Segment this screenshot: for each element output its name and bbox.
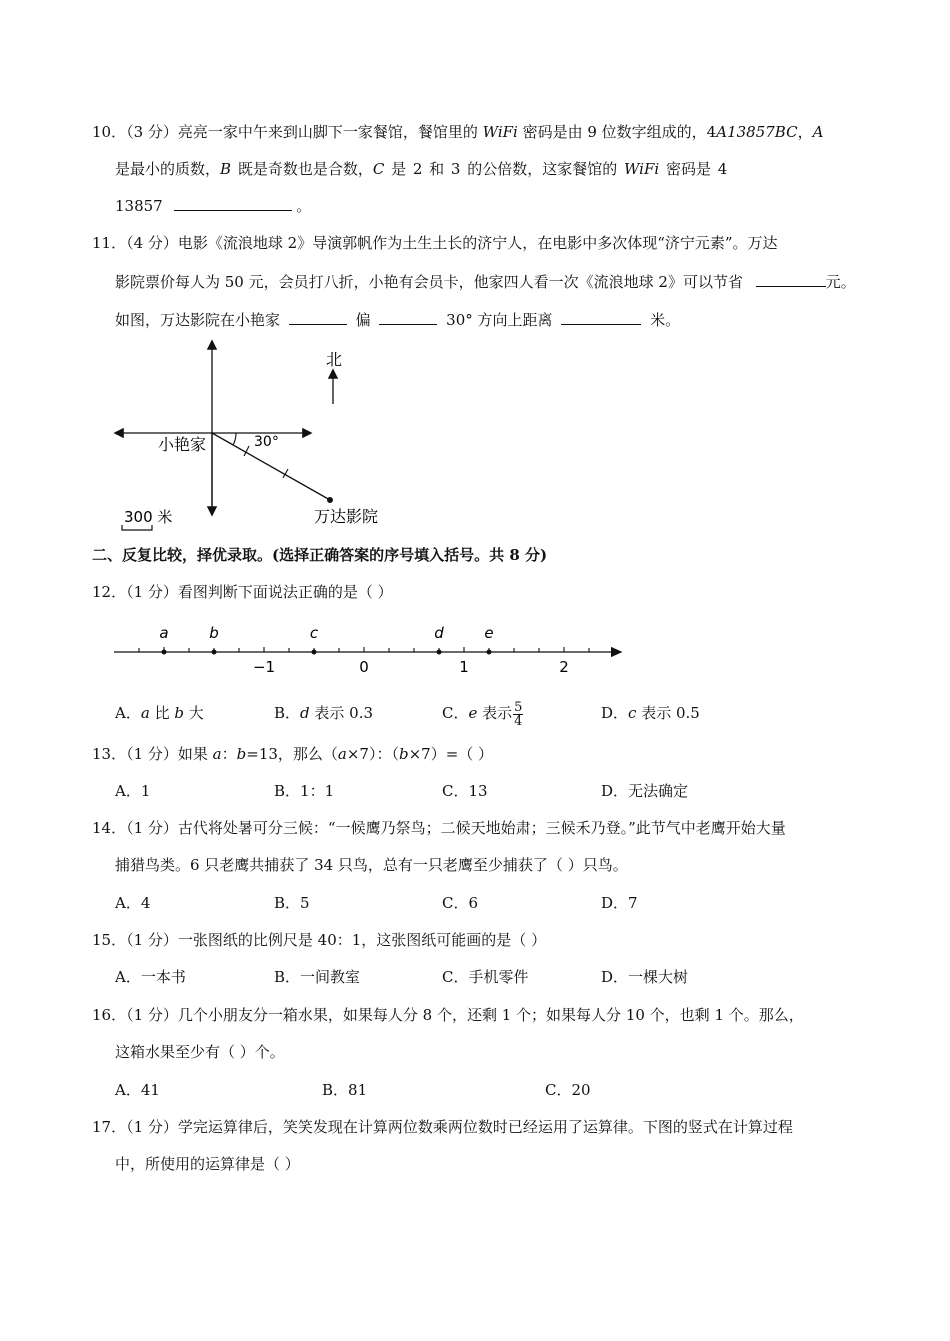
q17-line-2: 中，所使用的运算律是（ ） [115, 1155, 300, 1173]
q13-option-a[interactable]: A．1 [115, 782, 151, 800]
q14-line-1: 14．（1 分）古代将处暑可分三候：“一候鹰乃祭鸟；二候天地始肃；三候禾乃登。”此节气中老鹰开始大量 [92, 819, 786, 837]
q10-line-2 [115, 159, 727, 179]
tick-label: 0 [359, 658, 369, 676]
q12-option-a[interactable] [115, 703, 204, 723]
q10-text: ， [797, 123, 813, 141]
q14-option-d[interactable]: D．7 [601, 894, 638, 912]
tick-label: −1 [252, 658, 276, 676]
option-letter: A． [115, 704, 141, 722]
option-letter: D． [601, 704, 629, 722]
q14-option-b[interactable]: B．5 [274, 894, 310, 912]
scale-label: 300 米 [124, 508, 173, 526]
q10-text: 是 2 和 3 的公倍数，这家餐馆的 [384, 160, 625, 178]
north-label: 北 [326, 350, 343, 369]
point-c [312, 650, 317, 655]
q13-text: ×7）=（ ） [408, 745, 494, 763]
q10-line-3 [115, 196, 311, 216]
point-label: d [434, 624, 444, 642]
q15-option-d[interactable]: D．一棵大树 [601, 968, 689, 986]
q10-text: 密码是 4 [659, 160, 728, 178]
q10-text: 是最小的质数， [115, 160, 221, 178]
q13-text: ×7）：（ [346, 745, 399, 763]
q10-var-a: A [812, 123, 824, 141]
angle-label: 30° [254, 434, 279, 450]
q10-answer-blank[interactable] [174, 196, 292, 211]
var-b: b [236, 745, 247, 763]
cinema-label: 万达影院 [314, 507, 379, 526]
number-line [108, 620, 628, 680]
q10-wifi: WiFi [624, 160, 660, 178]
point-b [212, 650, 217, 655]
q10-var-c: C [372, 160, 385, 178]
q11-text: 偏 [355, 311, 371, 329]
var-e: e [468, 704, 478, 722]
q11-save-blank[interactable] [756, 272, 826, 287]
q11-distance-blank[interactable] [561, 310, 641, 325]
q11-text: 米。 [650, 311, 681, 329]
q10-text: 密码是由 9 位数字组成的，4 [517, 123, 717, 141]
q12-stem: 12．（1 分）看图判断下面说法正确的是（ ） [92, 583, 393, 601]
q10-line-1 [92, 122, 823, 142]
q13-option-c[interactable]: C．13 [442, 782, 488, 800]
q14-option-c[interactable]: C．6 [442, 894, 479, 912]
q13-option-b[interactable]: B．1：1 [274, 782, 335, 800]
cinema-point [327, 497, 333, 503]
option-letter: C． [442, 704, 469, 722]
q17-line-1: 17．（1 分）学完运算律后，笑笑发现在计算两位数乘两位数时已经运用了运算律。下图的竖式在计算过程 [92, 1118, 793, 1136]
option-text: 表示 0.5 [636, 704, 700, 722]
q10-var-b: B [220, 160, 232, 178]
q10-wifi: WiFi [482, 123, 518, 141]
var-d: d [300, 704, 310, 722]
q10-code: A13857BC [716, 123, 798, 141]
point-e [487, 650, 492, 655]
q15-stem: 15．（1 分）一张图纸的比例尺是 40：1，这张图纸可能画的是（ ） [92, 931, 547, 949]
var-a: a [337, 745, 347, 763]
q11-text: 30° 方向上距离 [446, 311, 553, 329]
q10-text: 既是奇数也是合数， [231, 160, 373, 178]
section-2-heading: 二、反复比较，择优录取。(选择正确答案的序号填入括号。共 8 分) [92, 546, 548, 564]
tick-label: 1 [459, 658, 469, 676]
option-text: 比 [149, 704, 175, 722]
q16-line-1: 16．（1 分）几个小朋友分一箱水果，如果每人分 8 个，还剩 1 个；如果每人分 10 个，也剩 1 个。那么， [92, 1006, 804, 1024]
var-c: c [628, 704, 637, 722]
q11-line-1: 11．（4 分）电影《流浪地球 2》导演郭帆作为土生土长的济宁人，在电影中多次体现“济宁元素”。万达 [92, 234, 778, 252]
q12-option-d[interactable] [601, 703, 700, 723]
q11-line-3 [115, 310, 680, 330]
q14-option-a[interactable]: A．4 [115, 894, 151, 912]
point-label: b [209, 624, 219, 642]
point-d [437, 650, 442, 655]
q10-text: 10．（3 分）亮亮一家中午来到山脚下一家餐馆，餐馆里的 [92, 123, 483, 141]
q10-text: 13857 [115, 197, 163, 215]
q11-text: 如图，万达影院在小艳家 [115, 311, 281, 329]
point-label: c [309, 624, 319, 642]
q15-option-c[interactable]: C．手机零件 [442, 968, 529, 986]
q14-line-2: 捕猎鸟类。6 只老鹰共捕获了 34 只鸟，总有一只老鹰至少捕获了（ ）只鸟。 [115, 856, 628, 874]
q11-text: 元。 [825, 273, 856, 291]
fraction-numerator: 5 [514, 699, 523, 715]
option-letter: B． [274, 704, 301, 722]
point-label: a [159, 624, 169, 642]
var-b: b [174, 704, 184, 722]
var-a: a [212, 745, 222, 763]
option-text: 表示 0.3 [309, 704, 374, 722]
fraction-denominator: 4 [514, 713, 523, 729]
option-text: 大 [183, 704, 204, 722]
q15-option-a[interactable]: A．一本书 [115, 968, 186, 986]
q16-option-b[interactable]: B．81 [322, 1081, 368, 1099]
q13-text: ： [221, 745, 237, 763]
q11-text: 影院票价每人为 50 元，会员打八折，小艳有会员卡，他家四人看一次《流浪地球 2》可以节省 [115, 273, 743, 291]
q15-option-b[interactable]: B．一间教室 [274, 968, 361, 986]
q13-stem [92, 744, 493, 764]
point-label: e [484, 624, 494, 642]
home-label: 小艳家 [158, 435, 207, 454]
var-a: a [140, 704, 150, 722]
q11-line-2 [115, 272, 856, 292]
tick-label: 2 [559, 658, 569, 676]
angle-arc [233, 433, 236, 445]
var-b: b [398, 745, 409, 763]
q16-option-c[interactable]: C．20 [545, 1081, 591, 1099]
direction-diagram [108, 336, 408, 532]
q13-option-d[interactable]: D．无法确定 [601, 782, 689, 800]
q16-line-2: 这箱水果至少有（ ）个。 [115, 1043, 285, 1061]
q10-text: 。 [296, 197, 312, 215]
q11-direction2-blank[interactable] [379, 310, 437, 325]
q11-direction1-blank[interactable] [289, 310, 347, 325]
q16-option-a[interactable]: A．41 [115, 1081, 160, 1099]
q13-text: =13，那么（ [246, 745, 338, 763]
q12-option-c[interactable] [442, 694, 523, 732]
option-text: 表示 [477, 704, 513, 722]
q12-option-b[interactable] [274, 703, 373, 723]
fraction-five-fourths [513, 701, 523, 728]
q13-text: 13．（1 分）如果 [92, 745, 213, 763]
point-a [162, 650, 167, 655]
